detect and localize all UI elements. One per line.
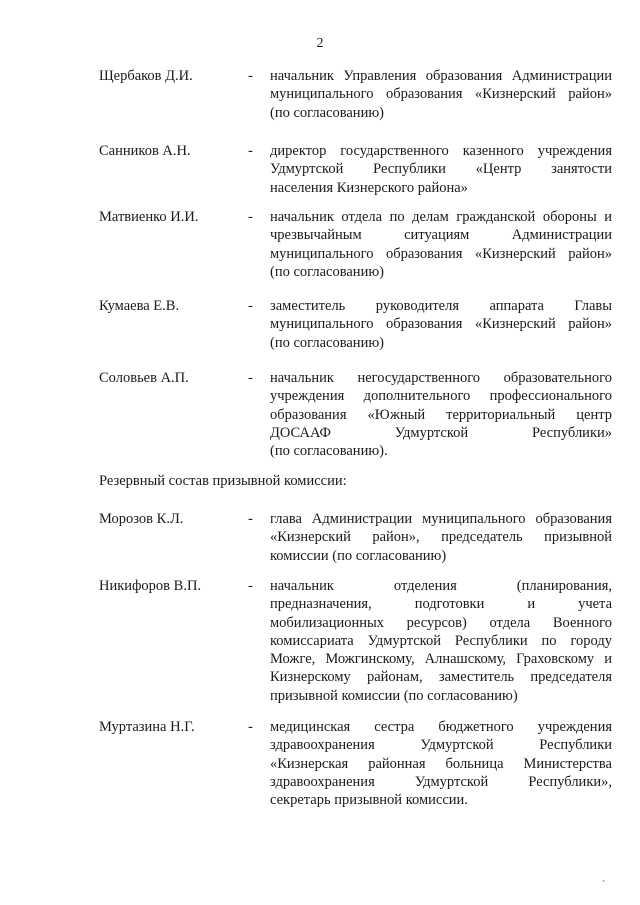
description-line: медицинская сестра бюджетного учреждения: [270, 719, 612, 735]
description-line: муниципального образования «Кизнерский район»: [270, 316, 612, 333]
corner-mark: `: [602, 880, 606, 891]
member-name: Матвиенко И.И.: [99, 209, 199, 225]
description-line: муниципального образования «Кизнерский район»: [270, 245, 612, 262]
description-line: предназначения, подготовки и учета: [270, 596, 612, 613]
member-name: Соловьев А.П.: [99, 370, 189, 386]
reserve-section-heading: Резервный состав призывной комиссии:: [99, 473, 347, 489]
description-line: начальник отдела по делам гражданской обороны и: [270, 209, 612, 225]
description-line: здравоохранения Удмуртской Республики: [270, 737, 612, 754]
description-line: заместитель руководителя аппарата Главы: [270, 298, 612, 314]
member-dash: -: [248, 719, 253, 735]
description-line: Можге, Можгинскому, Алнашскому, Граховскому и: [270, 651, 612, 668]
member-dash: -: [248, 511, 253, 527]
page-number: 2: [316, 36, 324, 51]
member-description: [270, 142, 612, 197]
description-line: глава Администрации муниципального образования: [270, 511, 612, 527]
description-line: (по согласованию): [270, 334, 384, 351]
description-line: комиссариата Удмуртской Республики по городу: [270, 632, 612, 649]
description-line: призывной комиссии (по согласованию): [270, 687, 518, 704]
member-description: [270, 67, 612, 122]
description-line: (по согласованию): [270, 263, 384, 280]
description-line: директор государственного казенного учреждения: [270, 143, 612, 159]
member-description: [270, 577, 612, 705]
description-line: населения Кизнерского района»: [270, 179, 468, 196]
member-description: [270, 510, 612, 565]
member-dash: -: [248, 143, 253, 159]
member-description: [270, 718, 612, 809]
member-dash: -: [248, 209, 253, 225]
member-name: Санников А.Н.: [99, 143, 191, 159]
member-name: Морозов К.Л.: [99, 511, 184, 527]
member-dash: -: [248, 68, 253, 84]
description-line: Удмуртской Республики «Центр занятости: [270, 161, 612, 178]
description-line: мобилизационных ресурсов) отдела Военного: [270, 614, 612, 631]
description-line: чрезвычайным ситуациям Администрации: [270, 227, 612, 244]
description-line: здравоохранения Удмуртской Республики»,: [270, 773, 612, 790]
member-name: Кумаева Е.В.: [99, 298, 180, 314]
member-dash: -: [248, 578, 253, 594]
description-line: (по согласованию).: [270, 443, 388, 460]
description-line: начальник отделения (планирования,: [270, 578, 612, 594]
description-line: «Кизнерский район», председатель призывной: [270, 529, 612, 546]
description-line: муниципального образования «Кизнерский район»: [270, 86, 612, 103]
description-line: начальник Управления образования Администрации: [270, 68, 612, 84]
member-name: Никифоров В.П.: [99, 578, 202, 594]
member-name: Муртазина Н.Г.: [99, 719, 195, 735]
description-line: образования «Южный территориальный центр: [270, 406, 612, 423]
description-line: (по согласованию): [270, 104, 384, 121]
member-dash: -: [248, 298, 253, 314]
member-description: [270, 208, 612, 281]
member-name: Щербаков Д.И.: [99, 68, 193, 84]
description-line: Кизнерскому районам, заместитель председателя: [270, 669, 612, 686]
member-description: [270, 369, 612, 460]
description-line: ДОСААФ Удмуртской Республики»: [270, 424, 612, 441]
member-dash: -: [248, 370, 253, 386]
description-line: комиссии (по согласованию): [270, 547, 447, 564]
description-line: секретарь призывной комиссии.: [270, 792, 468, 809]
description-line: учреждения дополнительного профессионального: [270, 388, 612, 405]
member-description: [270, 297, 612, 352]
description-line: начальник негосударственного образовательного: [270, 370, 612, 386]
description-line: «Кизнерская районная больница Министерства: [270, 755, 612, 772]
